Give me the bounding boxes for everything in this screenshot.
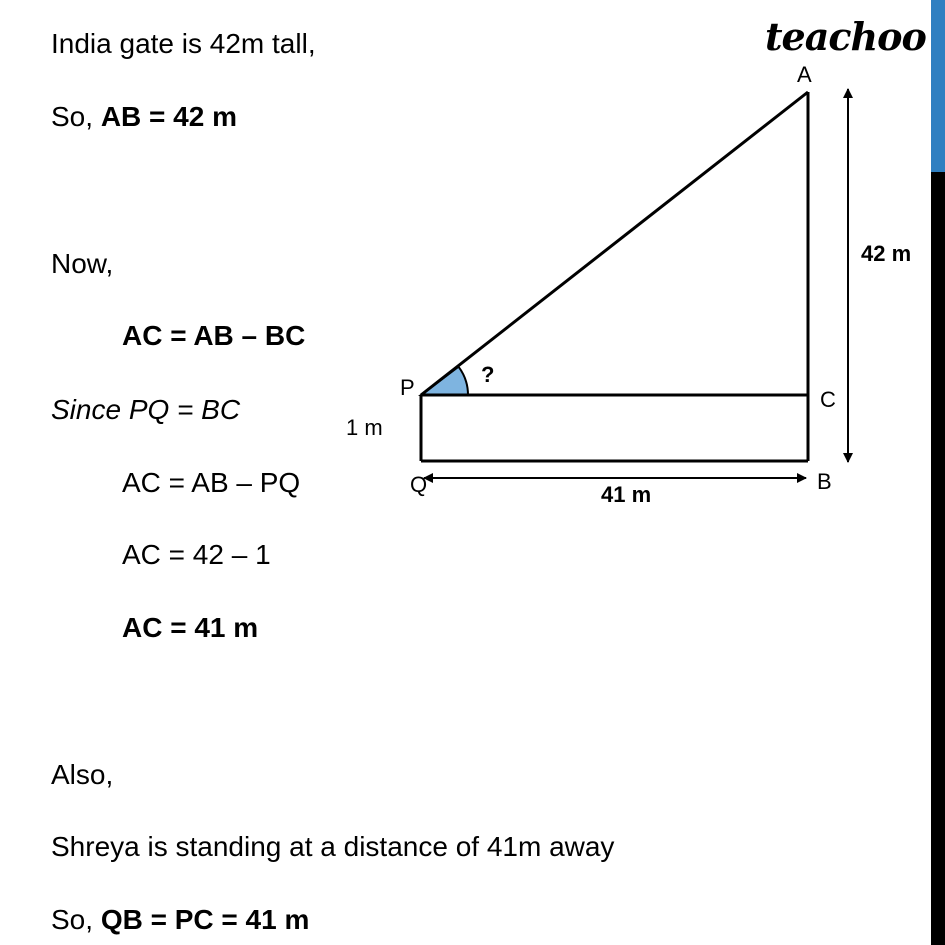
text-line-2-bold: AB = 42 m xyxy=(100,101,237,132)
text-line-4: AC = AB – BC xyxy=(122,320,306,351)
label-height-pq: 1 m xyxy=(346,415,383,440)
label-a: A xyxy=(797,62,812,87)
text-line-10: Shreya is standing at a distance of 41m away xyxy=(51,831,615,862)
label-c: C xyxy=(820,387,836,412)
text-line-3: Now, xyxy=(51,248,114,279)
text-line-9: Also, xyxy=(51,759,114,790)
text-line-6: AC = AB – PQ xyxy=(122,467,301,498)
label-p: P xyxy=(400,375,415,400)
text-line-2-prefix: So, xyxy=(51,101,101,132)
text-line-7: AC = 42 – 1 xyxy=(122,539,271,570)
label-distance-qb: 41 m xyxy=(601,482,652,507)
text-line-11-bold: QB = PC = 41 m xyxy=(100,904,310,935)
text-line-11-prefix: So, xyxy=(51,904,101,935)
text-line-5: Since PQ = BC xyxy=(51,394,241,425)
label-b: B xyxy=(817,469,832,494)
line-pa xyxy=(421,92,808,395)
label-height-ab: 42 m xyxy=(861,241,912,266)
teachoo-logo: teachoo xyxy=(765,14,926,59)
text-line-1: India gate is 42m tall, xyxy=(51,28,316,59)
label-q: Q xyxy=(410,472,428,497)
text-line-8: AC = 41 m xyxy=(122,612,259,643)
label-angle: ? xyxy=(481,362,495,387)
